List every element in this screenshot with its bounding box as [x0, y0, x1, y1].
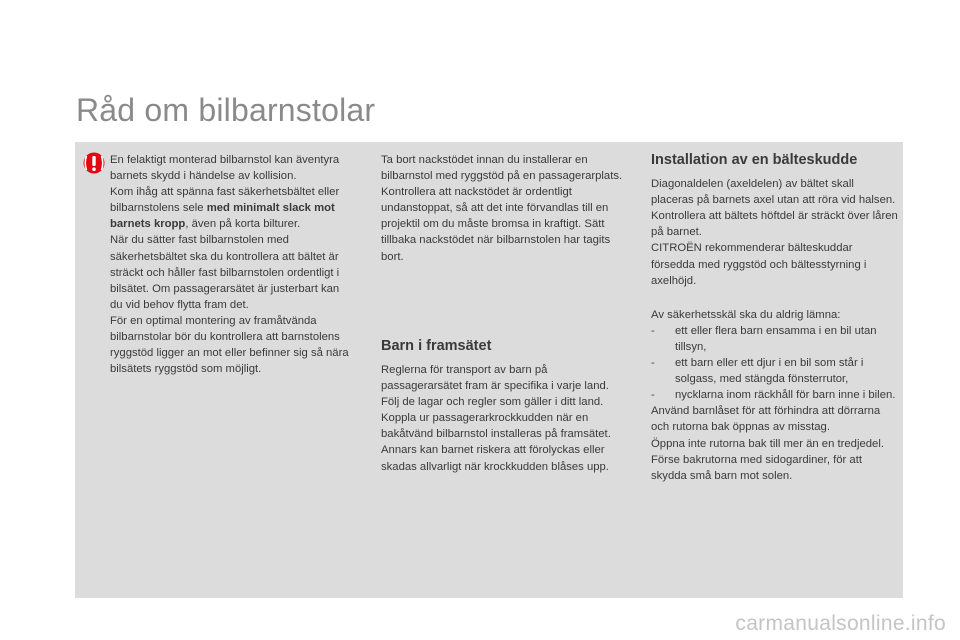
- warning-icon: [83, 152, 105, 174]
- watermark: carmanualsonline.info: [735, 612, 946, 635]
- text: Kom ihåg att spänna fast säkerhetsbältet eller bilbarnstolens sele: [110, 186, 340, 215]
- section-heading: [381, 338, 491, 354]
- text: , även på korta bilturer.: [185, 218, 301, 231]
- list-item: [651, 323, 899, 355]
- paragraph: Förse bakrutorna med sidogardiner, för att skydda små barn mot solen.: [651, 453, 862, 482]
- column-right: [651, 152, 899, 484]
- paragraph: Följ de lagar och regler som gäller i ditt land.: [381, 396, 604, 409]
- paragraph: Reglerna för transport av barn på passagerarsätet fram är specifika i varje land.: [381, 364, 609, 393]
- list-dash: -: [651, 324, 655, 337]
- list-item: [651, 387, 899, 403]
- paragraph: Kontrollera att bältets höftdel är sträckt över låren på barnet.: [651, 210, 898, 239]
- list-item-text: ett eller flera barn ensamma i en bil utan tillsyn,: [675, 324, 877, 353]
- paragraph: För en optimal montering av framåtvända bilbarnstolar bör du kontrollera att barnstolens ryggstöd ligger an mot eller befinner sig så nära bilsätets ryggstöd som möjligt.: [110, 314, 349, 376]
- paragraph: CITROËN rekommenderar bälteskuddar försedda med ryggstöd och bältesstyrning i axelhöjd.: [651, 242, 867, 287]
- heading-installation: Installation av en bälteskudde: [651, 152, 858, 168]
- list-item: [651, 355, 899, 387]
- paragraph: Öppna inte rutorna bak till mer än en tredjedel.: [651, 437, 884, 450]
- list-dash: -: [651, 357, 655, 370]
- paragraph: Använd barnlåset för att förhindra att dörrarna och rutorna bak öppnas av misstag.: [651, 405, 881, 434]
- paragraph: [110, 184, 350, 232]
- paragraph: En felaktigt monterad bilbarnstol kan äventyra barnets skydd i händelse av kollision.: [110, 154, 340, 183]
- list-item-text: nycklarna inom räckhåll för barn inne i bilen.: [675, 389, 896, 402]
- section-barn-body: [381, 362, 621, 475]
- paragraph: Av säkerhetsskäl ska du aldrig lämna:: [651, 308, 841, 321]
- paragraph: När du sätter fast bilbarnstolen med säkerhetsbältet ska du kontrollera att bältet är sträckt och håller fast bilbarnstolen ordentligt i bilsätet. Om passagerarsätet är justerbart kan du vid behov flytta fram det.: [110, 234, 340, 311]
- emphasis-text: med minimalt slack mot barnets kropp: [110, 202, 335, 231]
- heading-barn-i-framsatet: Barn i framsätet: [381, 338, 492, 354]
- content-panel: [75, 142, 903, 598]
- list-dash: -: [651, 389, 655, 402]
- column-warning: [110, 152, 350, 377]
- paragraph: Koppla ur passagerarkrockkudden när en bakåtvänd bilbarnstol installeras på framsätet. Annars kan barnet riskera att förolyckas eller skadas allvarligt när krockkudden blåses upp.: [381, 412, 611, 473]
- page-title: Råd om bilbarnstolar: [76, 92, 376, 128]
- paragraph: Diagonaldelen (axeldelen) av bältet skall placeras på barnets axel utan att röra vid halsen.: [651, 178, 896, 207]
- column-middle: [381, 152, 626, 265]
- paragraph: Ta bort nackstödet innan du installerar en bilbarnstol med ryggstöd på en passagerarplats. Kontrollera att nackstödet är ordentligt undanstoppat, så att det inte förvandlas till en projektil om du måste bromsa in kraftigt. Sätt tillbaka nackstödet när bilbarnstolen har tagits bort.: [381, 154, 623, 263]
- list-item-text: ett barn eller ett djur i en bil som står i solgass, med stängda fönsterrutor,: [675, 357, 864, 386]
